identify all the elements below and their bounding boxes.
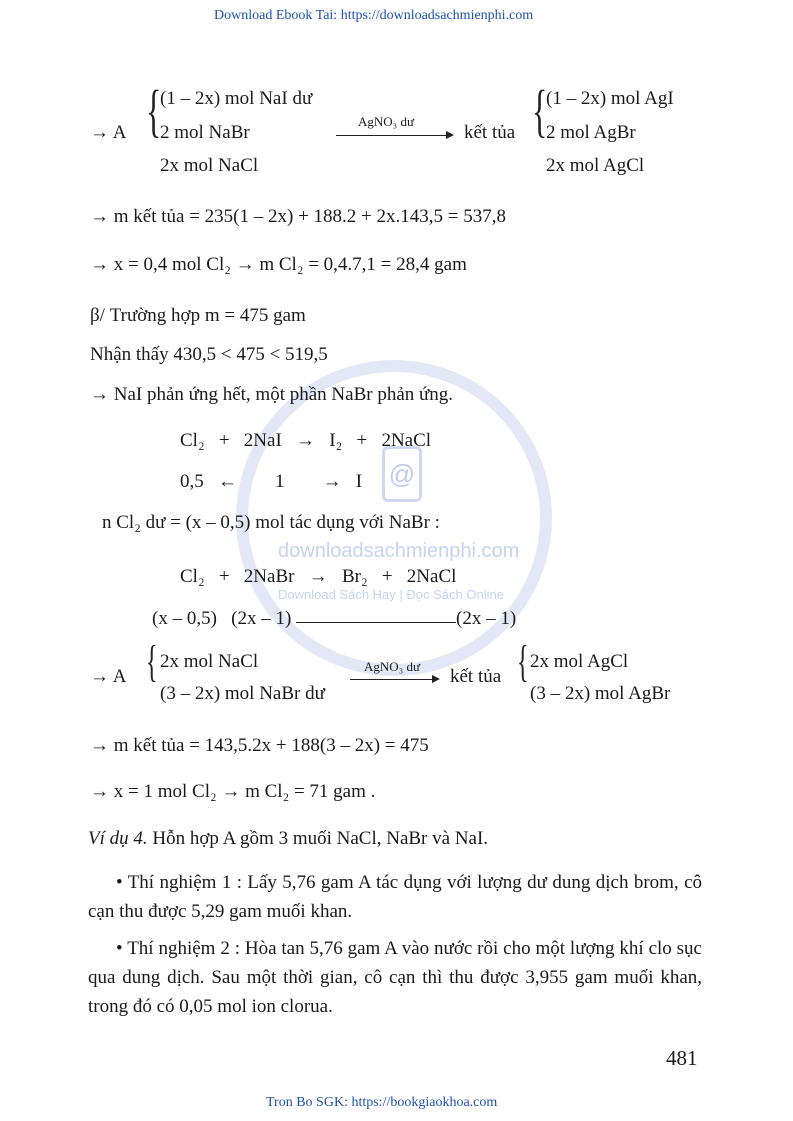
scheme1-lead: → A [90, 122, 127, 143]
experiment-1: • Thí nghiệm 1 : Lấy 5,76 gam A tác dụng với lượng dư dung dịch brom, cô cạn thu được 5,29 gam muối khan. [88, 872, 702, 922]
scheme1-reagent: AgNO₃ dư [358, 114, 414, 129]
watermark-site: downloadsachmienphi.com [278, 540, 520, 562]
example-4-heading [88, 828, 488, 850]
observation-line: Nhận thấy 430,5 < 475 < 519,5 [90, 344, 328, 365]
scheme1-right-2: 2 mol AgBr [546, 122, 636, 143]
scheme1-left-2: 2 mol NaBr [160, 122, 250, 143]
reaction-cl2-nabr: Cl₂ + 2NaBr → Br₂ + 2NaCl [180, 566, 457, 587]
watermark-tagline: Download Sách Hay | Đọc Sách Online [278, 587, 504, 602]
example-4-label: Ví dụ 4. [88, 828, 148, 849]
page-number: 481 [666, 1046, 698, 1070]
right-brace: { [517, 637, 529, 686]
scheme1-arrow [336, 135, 452, 136]
conclusion-line: → NaI phản ứng hết, một phần NaBr phản ứng. [90, 384, 454, 405]
right-brace: { [532, 78, 548, 143]
scheme1-result-label: kết tủa [464, 122, 516, 143]
scheme1-right-1: (1 – 2x) mol AgI [546, 88, 674, 109]
book-at-icon: @ [382, 446, 422, 502]
scheme2-reagent: AgNO₃ dư [364, 659, 420, 674]
reaction-cl2-nabr-moles-left: (x – 0,5) (2x – 1) [152, 608, 292, 629]
cl2-excess-line: n Cl₂ dư = (x – 0,5) mol tác dụng với NaBr : [102, 512, 440, 533]
reaction-cl2-nai: Cl₂ + 2NaI → I₂ + 2NaCl [180, 430, 432, 451]
scheme2-result-label: kết tủa [450, 666, 502, 687]
equation-precipitate-mass-2: → m kết tủa = 143,5.2x + 188(3 – 2x) = 475 [90, 735, 429, 756]
example-4-text: Hỗn hợp A gồm 3 muối NaCl, NaBr và NaI. [147, 828, 489, 849]
left-brace: { [146, 637, 158, 686]
experiment-2: • Thí nghiệm 2 : Hòa tan 5,76 gam A vào nước rồi cho một lượng khí clo sục qua dung dịch. Sau một thời gian, cô cạn thì thu được 3,955 gam muối khan, trong đó có 0,05 mol ion clorua. [88, 938, 702, 1017]
reaction-cl2-nabr-moles-right: (2x – 1) [456, 608, 517, 629]
scheme2-arrow [350, 679, 438, 680]
equation-cl2-mass-2: → x = 1 mol Cl₂ → m Cl₂ = 71 gam . [90, 781, 376, 802]
strike-line [296, 622, 456, 623]
scheme1-left-3: 2x mol NaCl [160, 155, 259, 176]
scheme1-left-1: (1 – 2x) mol NaI dư [160, 88, 313, 109]
scheme2-left-1: 2x mol NaCl [160, 651, 259, 672]
equation-cl2-mass-1: → x = 0,4 mol Cl₂ → m Cl₂ = 0,4.7,1 = 28,4 gam [90, 254, 467, 275]
footer-link[interactable]: Tron Bo SGK: https://bookgiaokhoa.com [266, 1095, 498, 1110]
scheme2-left-2: (3 – 2x) mol NaBr dư [160, 683, 325, 704]
scheme1-right-3: 2x mol AgCl [546, 155, 645, 176]
header-link[interactable]: Download Ebook Tai: https://downloadsachmienphi.com [214, 8, 534, 23]
scheme2-lead: → A [90, 666, 127, 687]
equation-precipitate-mass-1: → m kết tủa = 235(1 – 2x) + 188.2 + 2x.143,5 = 537,8 [90, 206, 506, 227]
case-beta-heading: β/ Trường hợp m = 475 gam [90, 305, 306, 326]
scheme2-right-2: (3 – 2x) mol AgBr [530, 683, 671, 704]
reaction-cl2-nai-moles: 0,5 ← 1 → I [180, 471, 363, 492]
left-brace: { [146, 78, 162, 143]
scheme2-right-1: 2x mol AgCl [530, 651, 629, 672]
